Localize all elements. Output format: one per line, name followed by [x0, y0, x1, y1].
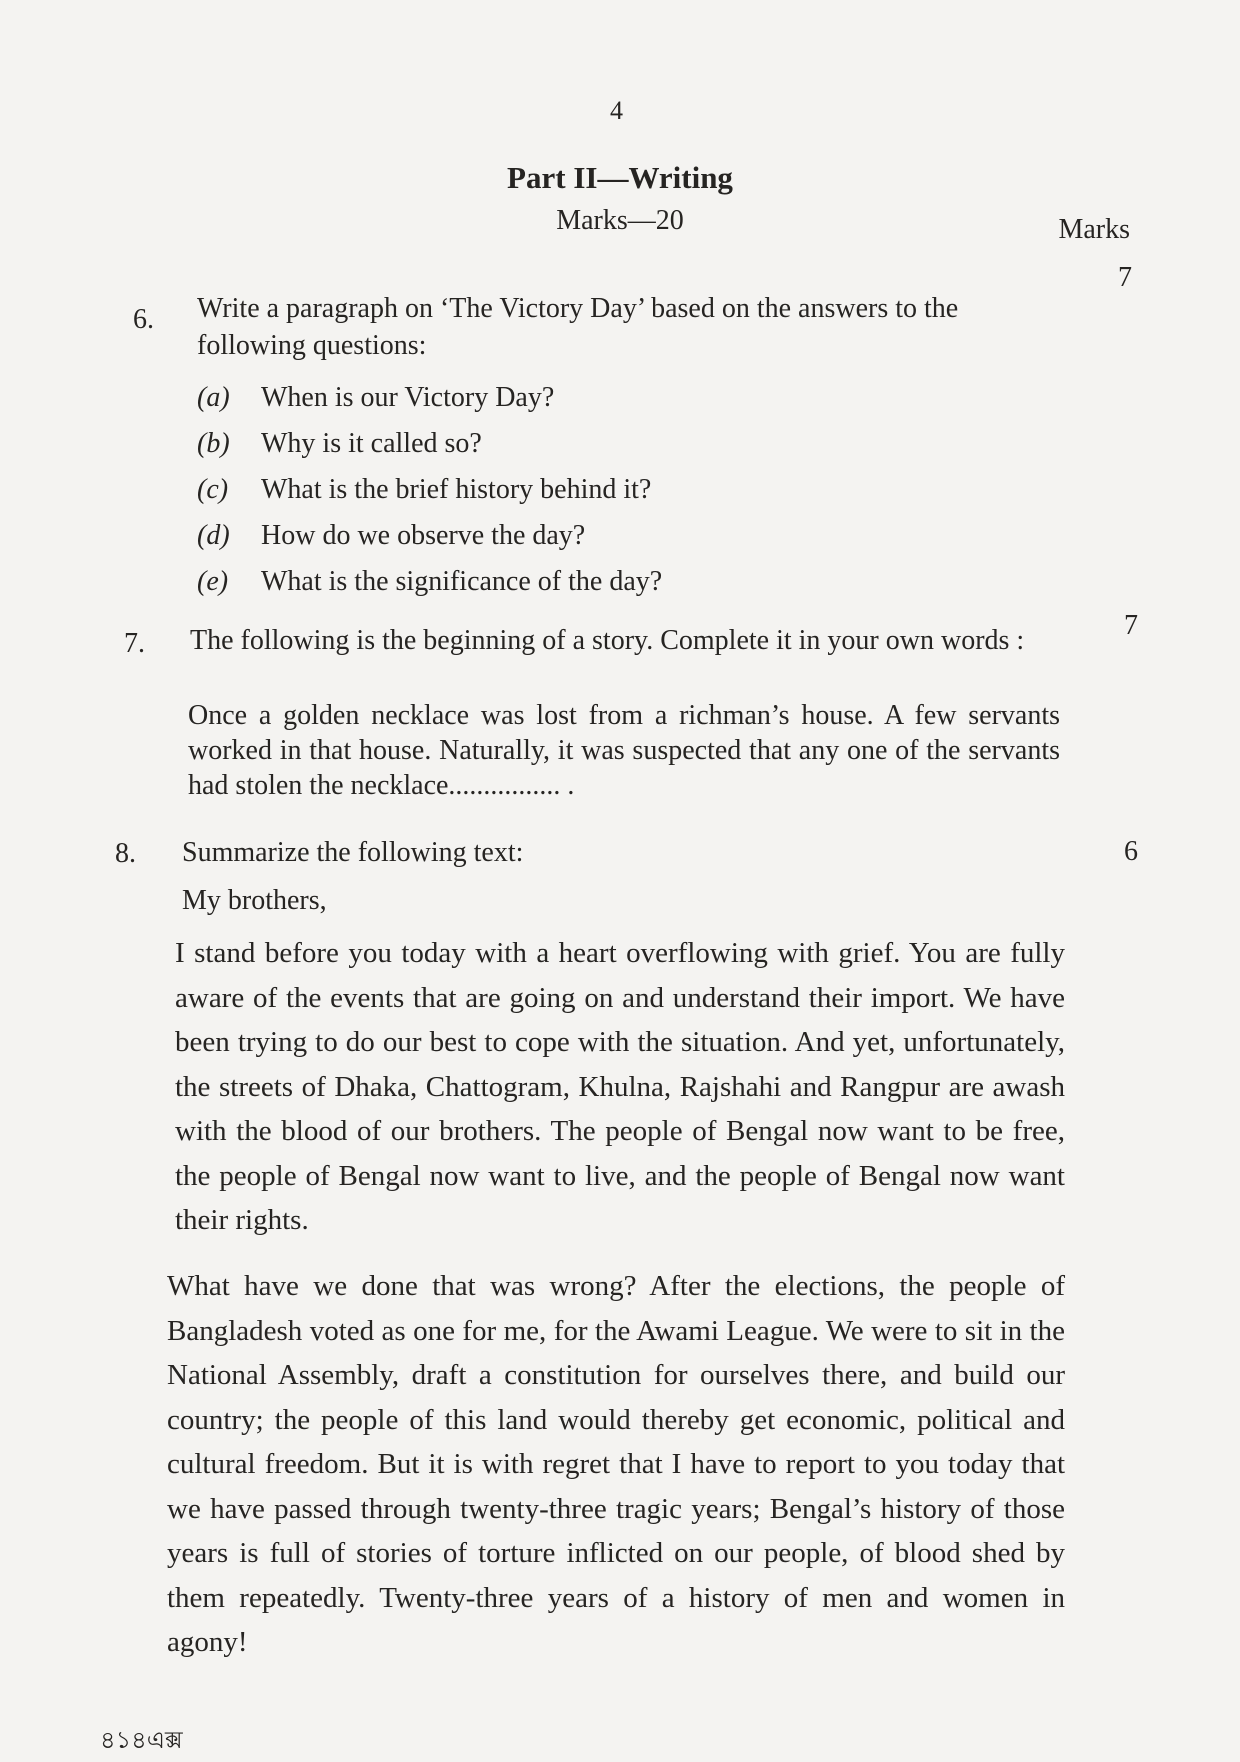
marks-column-heading: Marks — [1058, 214, 1130, 245]
question-6-text: Write a paragraph on ‘The Victory Day’ based on the answers to the following questions: — [197, 293, 959, 361]
question-8-marks: 6 — [1124, 836, 1138, 867]
sub-label: (c) — [197, 474, 229, 505]
passage-paragraph-2: What have we done that was wrong? After the elections, the people of Bangladesh voted as one for me, for the Awami League. We were to sit in the National Assembly, draft a constitution for ourselves there, and build our country; the people of this land would thereby get economic, political and cultural freedom. But it is with regret that I have to report to you today that we have passed through twenty-three tragic years; Bengal’s history of those years is full of stories of torture inflicted on our people, of blood shed by them repeatedly. Twenty-three years of a history of men and women in agony! — [167, 1270, 1065, 1658]
part-title: Part II—Writing — [507, 160, 733, 195]
passage-paragraph-1: I stand before you today with a heart overflowing with grief. You are fully aware of the events that are going on and understand their import. We have been trying to do our best to cope with the situation. And yet, unfortunately, the streets of Dhaka, Chattogram, Khulna, Rajshahi and Rangpur are awash with the blood of our brothers. The people of Bengal now want to be free, the people of Bengal now want to live, and the people of Bengal now want their rights. — [175, 937, 1065, 1236]
paper-code: ৪১৪এক্স — [100, 1726, 183, 1754]
sub-label: (e) — [197, 566, 229, 597]
sub-label: (d) — [197, 520, 230, 551]
part-total-marks: Marks—20 — [556, 205, 684, 236]
sub-label: (a) — [197, 382, 230, 413]
question-7-marks: 7 — [1124, 610, 1138, 641]
question-8-text: Summarize the following text: — [182, 837, 524, 868]
question-6-sub-e — [197, 566, 662, 598]
question-7-text: The following is the beginning of a story. Complete it in your own words : — [190, 625, 1025, 656]
page-number: 4 — [610, 96, 623, 125]
question-6-sub-b — [197, 428, 482, 460]
sub-text: When is our Victory Day? — [261, 382, 555, 413]
salutation: My brothers, — [182, 885, 327, 916]
question-6-sub-a — [197, 382, 554, 414]
question-6-sub-c — [197, 474, 651, 506]
question-8-number: 8. — [115, 838, 136, 869]
sub-text: How do we observe the day? — [261, 520, 586, 551]
story-beginning: Once a golden necklace was lost from a richman’s house. A few servants worked in that house. Naturally, it was suspected that any one of the servants had stolen the necklace................ . — [188, 700, 1060, 801]
sub-text: Why is it called so? — [261, 428, 482, 459]
question-6-number: 6. — [133, 304, 154, 335]
question-6-sub-d — [197, 520, 585, 552]
question-6-marks: 7 — [1118, 262, 1132, 293]
sub-label: (b) — [197, 428, 230, 459]
sub-text: What is the significance of the day? — [261, 566, 663, 597]
sub-text: What is the brief history behind it? — [261, 474, 652, 505]
question-7-number: 7. — [124, 628, 145, 659]
